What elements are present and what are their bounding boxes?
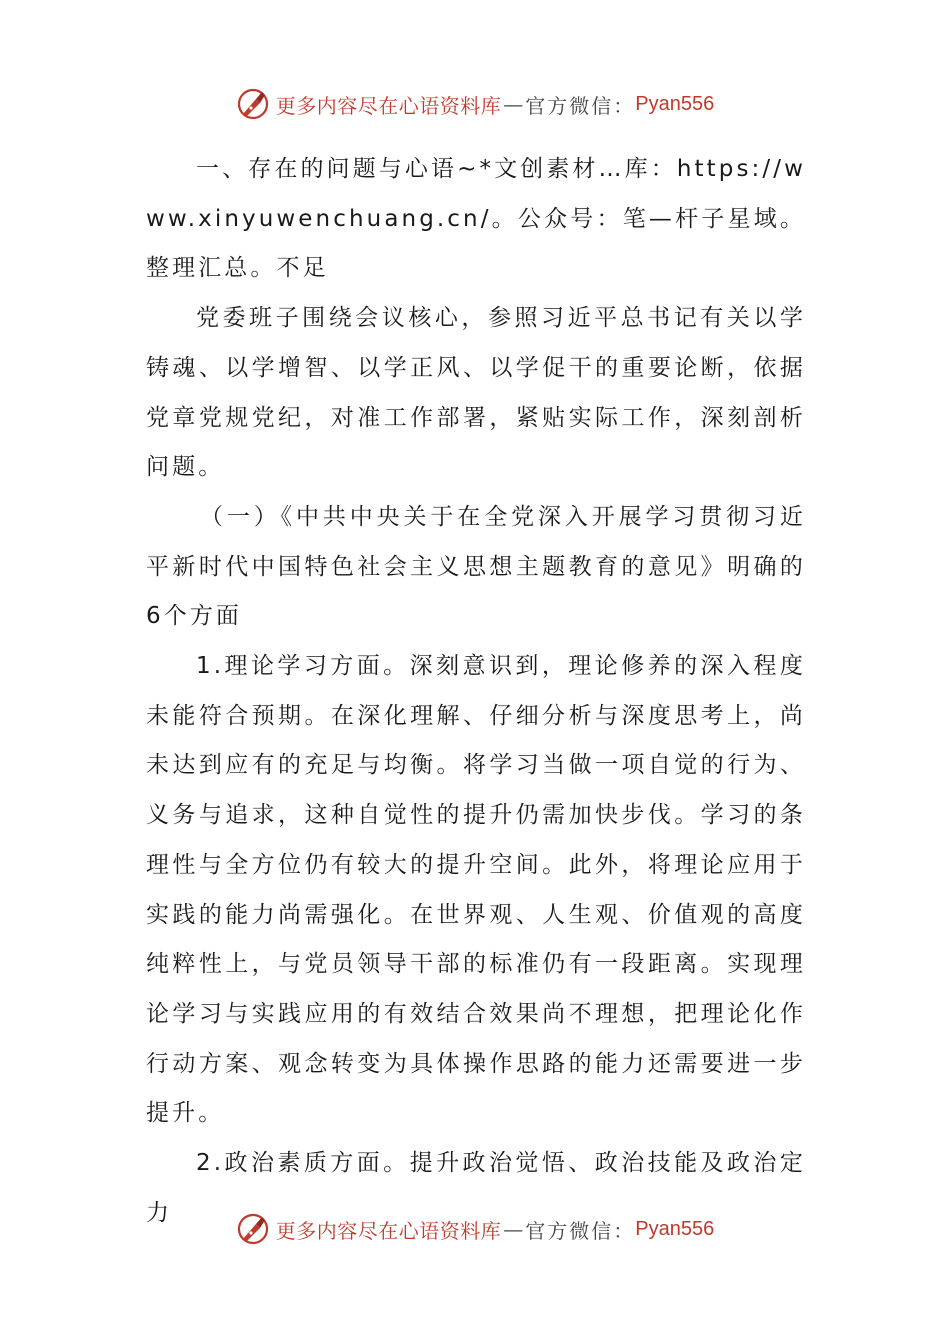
wechat-id: Pyan556 <box>635 92 715 115</box>
wechat-label: 官方微信： <box>525 1218 636 1243</box>
section-heading: 一、存在的问题与心语~*文创素材…库：https://www.xinyuwenchuang.cn/。公众号：笔—杆子星域。整理汇总。不足 <box>146 156 806 282</box>
theory-study-paragraph: 1.理论学习方面。深刻意识到，理论修养的深入程度未能符合预期。在深化理解、仔细分析与深度思考上，尚未达到应有的充足与均衡。将学习当做一项自觉的行为、义务与追求，这种自觉性的提升仍需加快步伐。学习的条理性与全方位仍有较大的提升空间。此外，将理论应用于实践的能力尚需强化。在世界观、人生观、价值观的高度纯粹性上，与党员领导干部的标准仍有一段距离。实现理论学习与实践应用的有效结合效果尚不理想，把理论化作行动方案、观念转变为具体操作思路的能力还需要进一步提升。 <box>146 653 806 1127</box>
wechat-id: Pyan556 <box>635 1217 715 1240</box>
banner-dash: — <box>503 92 524 116</box>
pen-nib-logo-icon <box>236 87 270 121</box>
pen-nib-logo-icon <box>236 1212 270 1246</box>
banner-text: 更多内容尽在心语资料库 <box>275 1218 502 1243</box>
intro-paragraph: 党委班子围绕会议核心，参照习近平总书记有关以学铸魂、以学增智、以学正风、以学促干的重要论断，依据党章党规党纪，对准工作部署，紧贴实际工作，深刻剖析问题。 <box>146 305 806 481</box>
political-quality-paragraph: 2.政治素质方面。提升政治觉悟、政治技能及政治定力 <box>146 1150 806 1226</box>
banner-dash: — <box>503 1217 524 1241</box>
footer-banner <box>0 1207 950 1251</box>
subsection-heading: （一）《中共中央关于在全党深入开展学习贯彻习近平新时代中国特色社会主义思想主题教育的意见》明确的6个方面 <box>146 503 806 630</box>
header-banner <box>0 82 950 126</box>
wechat-label: 官方微信： <box>525 93 636 118</box>
banner-text: 更多内容尽在心语资料库 <box>275 93 502 118</box>
document-body <box>146 145 806 1238</box>
